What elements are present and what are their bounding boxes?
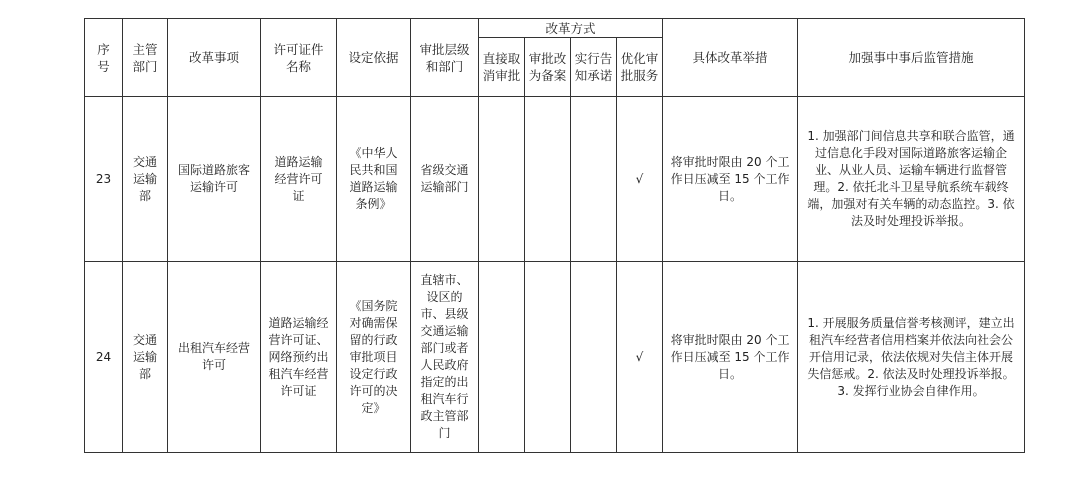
cell-method-notify	[571, 97, 617, 262]
cell-method-record	[525, 262, 571, 453]
cell-method-optimize: √	[617, 97, 663, 262]
header-item: 改革事项	[168, 19, 261, 97]
header-basis: 设定依据	[337, 19, 411, 97]
cell-method-cancel	[479, 97, 525, 262]
header-method-cancel: 直接取消审批	[479, 38, 525, 97]
cell-dept: 交通运输部	[123, 97, 168, 262]
header-row	[85, 19, 1025, 38]
header-method-record: 审批改为备案	[525, 38, 571, 97]
cell-item: 国际道路旅客运输许可	[168, 97, 261, 262]
table-row	[85, 262, 1025, 453]
header-measures: 具体改革举措	[663, 19, 798, 97]
cell-dept: 交通运输部	[123, 262, 168, 453]
cell-seq: 24	[85, 262, 123, 453]
cell-measures: 将审批时限由 20 个工作日压减至 15 个工作日。	[663, 262, 798, 453]
cell-method-optimize: √	[617, 262, 663, 453]
header-license: 许可证件名称	[261, 19, 337, 97]
header-seq: 序号	[85, 19, 123, 97]
cell-supervision: 1. 开展服务质量信誉考核测评，建立出租汽车经营者信用档案并依法向社会公开信用记录，依法依规对失信主体开展失信惩戒。2. 依法及时处理投诉举报。3. 发挥行业协会自律作用。	[798, 262, 1025, 453]
reform-table	[84, 18, 1025, 453]
header-method-optimize: 优化审批服务	[617, 38, 663, 97]
cell-method-record	[525, 97, 571, 262]
cell-measures: 将审批时限由 20 个工作日压减至 15 个工作日。	[663, 97, 798, 262]
cell-supervision: 1. 加强部门间信息共享和联合监管，通过信息化手段对国际道路旅客运输企业、从业人员、运输车辆进行监督管理。2. 依托北斗卫星导航系统车载终端，加强对有关车辆的动态监控。3. 依法及时处理投诉举报。	[798, 97, 1025, 262]
header-method-notify: 实行告知承诺	[571, 38, 617, 97]
cell-level: 省级交通运输部门	[411, 97, 479, 262]
header-supervision: 加强事中事后监管措施	[798, 19, 1025, 97]
cell-item: 出租汽车经营许可	[168, 262, 261, 453]
cell-basis: 《国务院对确需保留的行政审批项目设定行政许可的决定》	[337, 262, 411, 453]
header-level: 审批层级和部门	[411, 19, 479, 97]
cell-method-notify	[571, 262, 617, 453]
header-dept: 主管部门	[123, 19, 168, 97]
table-row	[85, 97, 1025, 262]
cell-level: 直辖市、设区的市、县级交通运输部门或者人民政府指定的出租汽车行政主管部门	[411, 262, 479, 453]
cell-license: 道路运输经营许可证	[261, 97, 337, 262]
header-method: 改革方式	[479, 19, 663, 38]
cell-basis: 《中华人民共和国道路运输条例》	[337, 97, 411, 262]
cell-seq: 23	[85, 97, 123, 262]
cell-license: 道路运输经营许可证、网络预约出租汽车经营许可证	[261, 262, 337, 453]
cell-method-cancel	[479, 262, 525, 453]
